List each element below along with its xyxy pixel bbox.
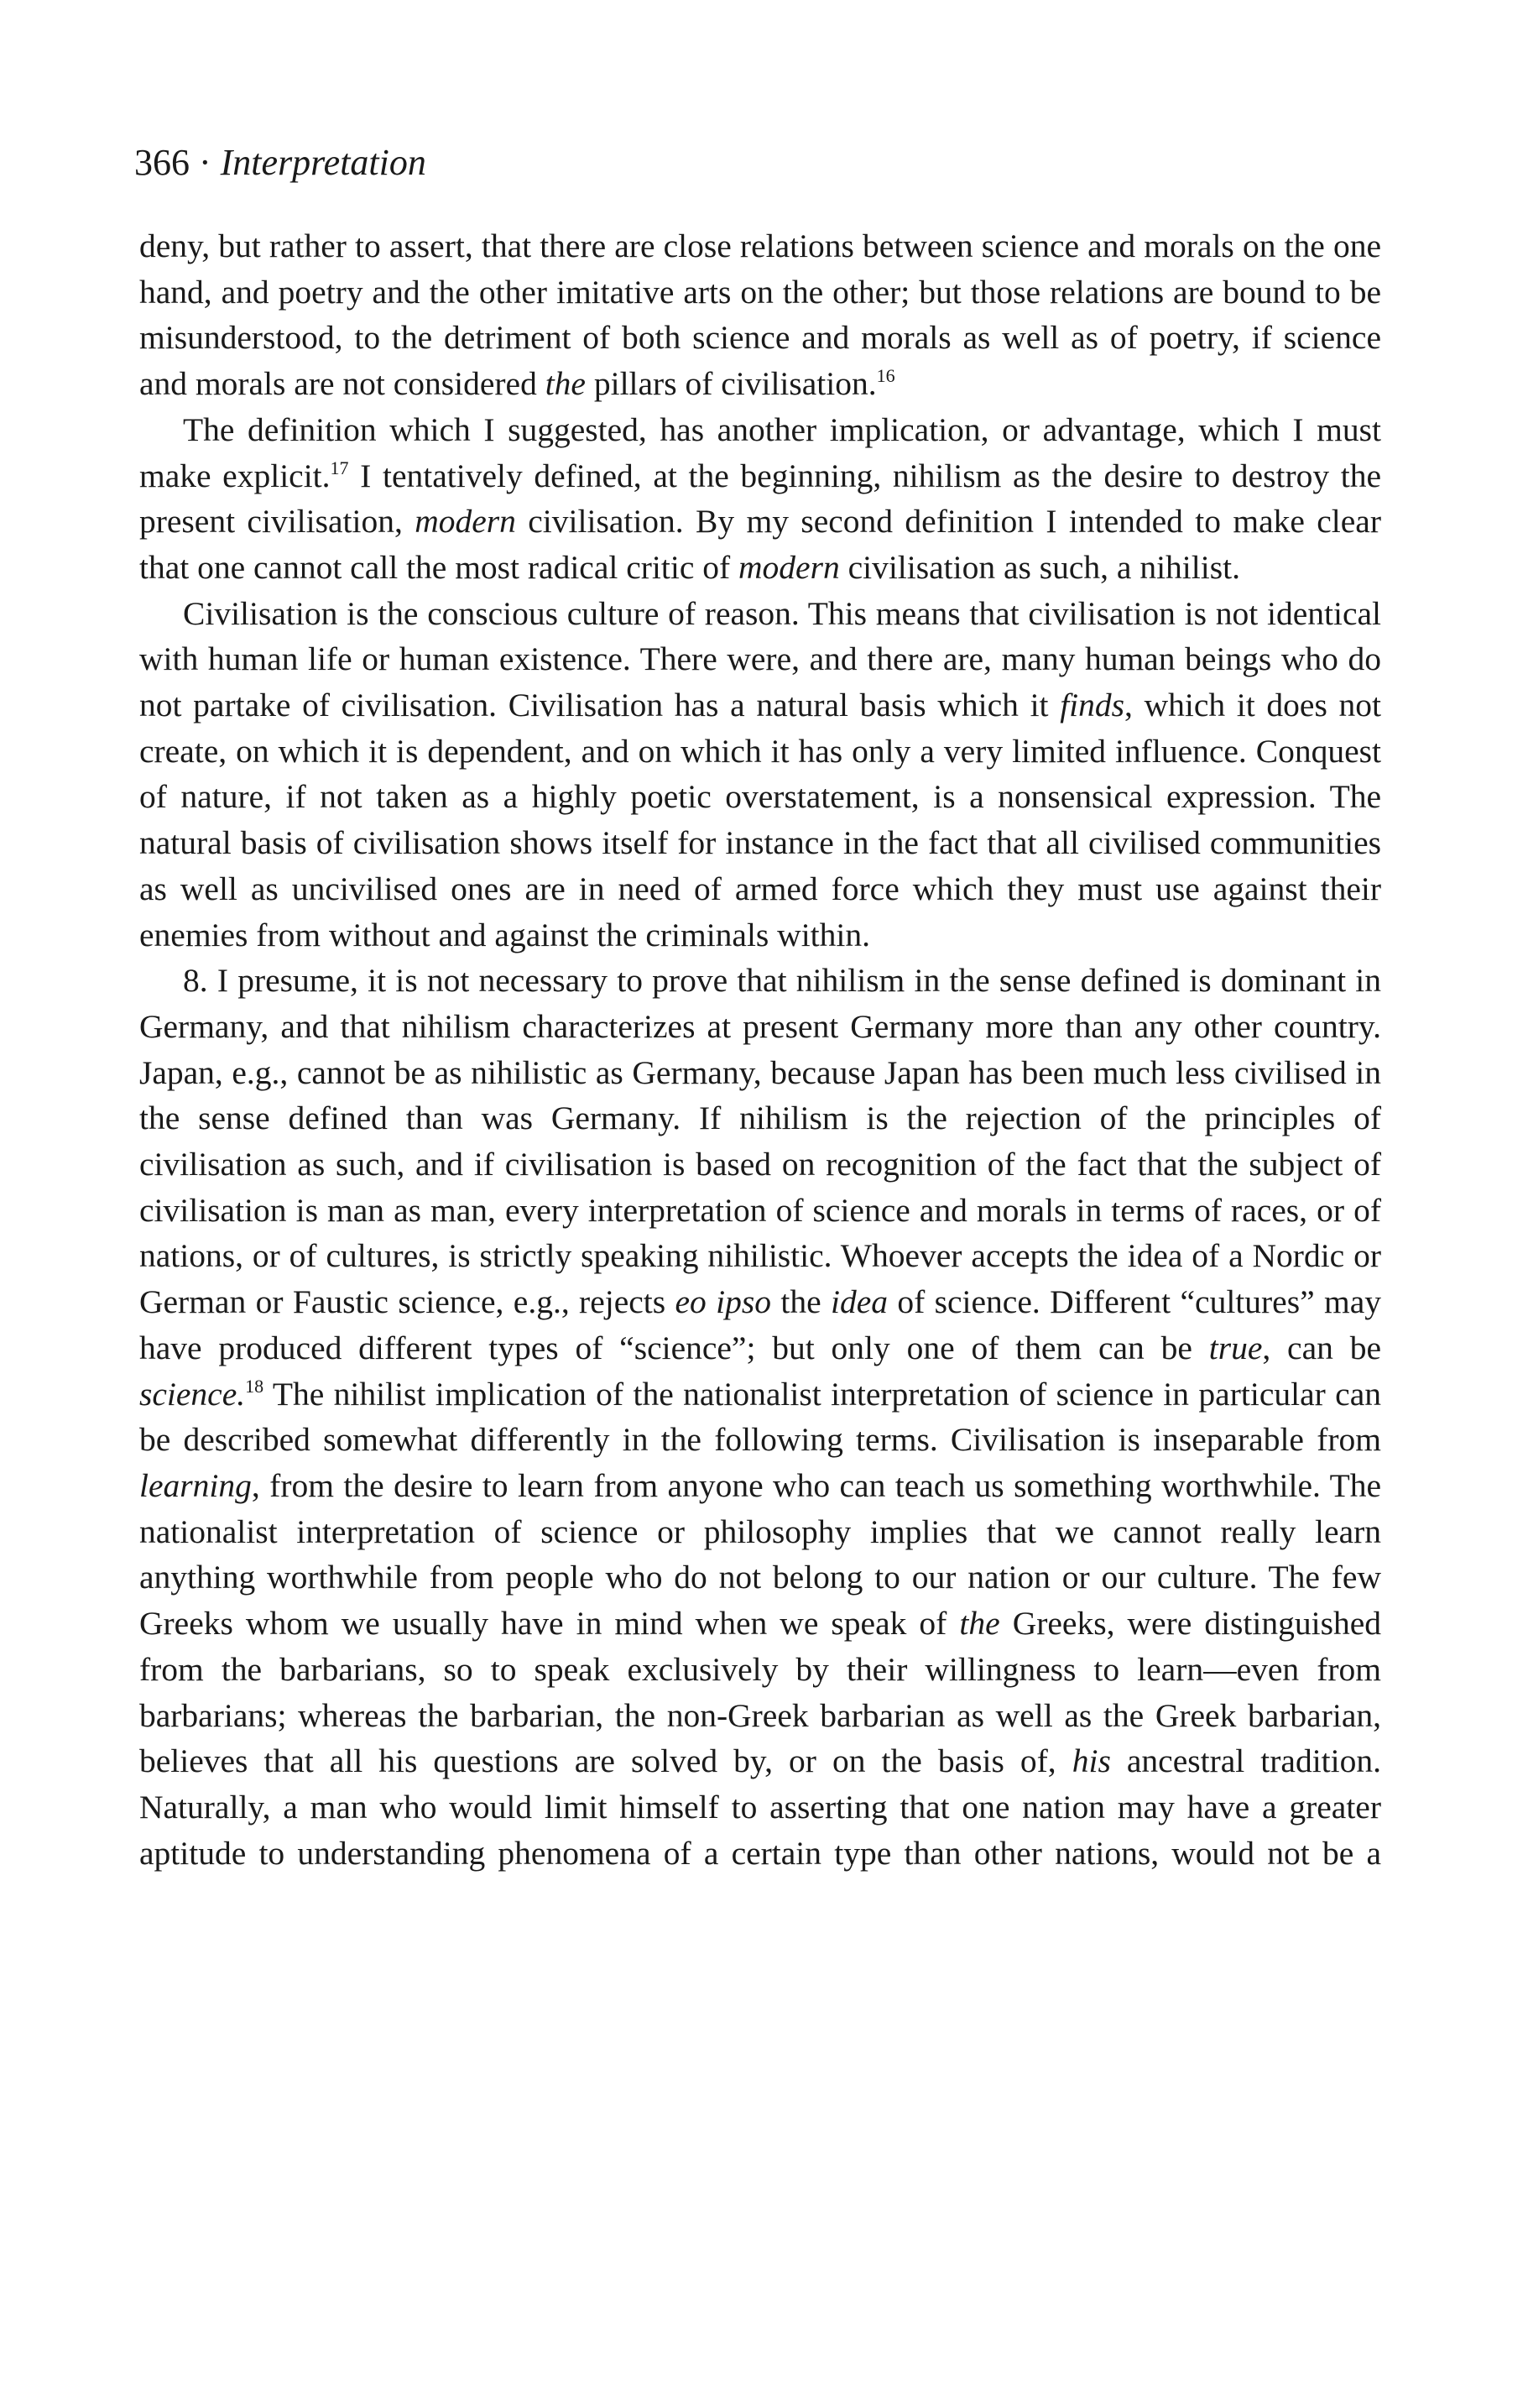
text-run: civilisation as such, a nihilist.	[839, 548, 1240, 586]
text-run: The definition which I suggested, has another implication, or advantage, which I must make explicit.	[139, 410, 1381, 494]
text-run: , can be	[1262, 1329, 1381, 1366]
paragraph-3	[139, 591, 1381, 958]
text-run: Civilisation is the conscious culture of reason. This means that civilisation is not identical with human life or human existence. There were, and there are, many human beings who do not partake of civilisation. Civilisation has a natural basis which it	[139, 594, 1381, 724]
text-run: 8. I presume, it is not necessary to prove that nihilism in the sense defined is dominant in Germany, and that nihilism characterizes at present Germany more than any other country. Japan, e.g., cannot be as nihilistic as Germany, because Japan has been much less civilised in the sense defined than was Germany. If nihilism is the rejection of the principles of civilisation as such, and if civilisation is based on recognition of the fact that the subject of civilisation is man as man, every interpretation of science and morals in terms of races, or of nations, or of cultures, is strictly speaking nihilistic. Whoever accepts the idea of a Nordic or German or Faustic science, e.g., rejects	[139, 962, 1381, 1321]
text-run: civilisation. By my second definition I intended to make clear that one cannot call the most radical critic of	[139, 503, 1381, 586]
italic-run: the	[545, 365, 586, 403]
footnote-ref-16: 16	[876, 365, 895, 387]
paragraph-2	[139, 407, 1381, 591]
italic-run: modern	[738, 548, 840, 586]
text-run: pillars of civilisation.	[585, 365, 877, 403]
running-head-title: Interpretation	[220, 142, 426, 183]
text-run: I tentatively defined, at the beginning, nihilism as the desire to destroy the present civilisation,	[139, 457, 1381, 541]
footnote-ref-18: 18	[245, 1375, 264, 1397]
text-run: , from the desire to learn from anyone who can teach us something worthwhile. The nationalist interpretation of science or philosophy implies that we cannot really learn anything worthwhile from people who do not belong to our nation or our culture. The few Greeks whom we usually have in mind when we speak of	[139, 1466, 1381, 1643]
running-head	[134, 141, 426, 184]
text-run: ancestral tradition. Naturally, a man who would limit himself to asserting that one nation may have a greater aptitude to understanding phenomena of a certain type than other nations, would not be a	[139, 1742, 1382, 1872]
text-run: Greeks, were distinguished from the barbarians, so to speak exclusively by their willingness to learn—even from barbarians; whereas the barbarian, the non-Greek barbarian as well as the Greek barbarian, believes that all his questions are solved by, or on the basis of,	[139, 1605, 1381, 1780]
text-run: deny, but rather to assert, that there are close relations between science and morals on the one hand, and poetry and the other imitative arts on the other; but those relations are bound to be misunderstood, to the detriment of both science and morals as well as of poetry, if science and morals are not considered	[139, 227, 1381, 403]
body-text	[139, 223, 1381, 1876]
paragraph-4	[139, 958, 1381, 1876]
italic-run: eo ipso	[675, 1283, 771, 1321]
italic-run: finds	[1060, 687, 1125, 724]
italic-run: true	[1208, 1329, 1263, 1366]
paragraph-1	[139, 223, 1381, 407]
italic-run: the	[959, 1605, 1000, 1643]
italic-run: learning	[139, 1466, 252, 1504]
footnote-ref-17: 17	[330, 457, 349, 478]
italic-run: idea	[831, 1283, 889, 1321]
italic-run: science.	[139, 1375, 246, 1413]
text-run: the	[771, 1283, 831, 1321]
text-run: of science. Different “cultures” may have produced different types of “science”; but only one of them can be	[139, 1283, 1381, 1366]
running-head-separator: ·	[190, 142, 221, 183]
page-number: 366	[134, 142, 190, 183]
italic-run: his	[1072, 1742, 1111, 1780]
text-run: The nihilist implication of the nationalist interpretation of science in particular can be described somewhat differently in the following terms. Civilisation is inseparable from	[139, 1375, 1381, 1459]
italic-run: modern	[415, 503, 516, 541]
text-run: , which it does not create, on which it is dependent, and on which it has only a very limited influence. Conquest of nature, if not taken as a highly poetic overstatement, is a nonsensical expression. The natural basis of civilisation shows itself for instance in the fact that all civilised communities as well as uncivilised ones are in need of armed force which they must use against their enemies from without and against the criminals within.	[139, 687, 1381, 953]
